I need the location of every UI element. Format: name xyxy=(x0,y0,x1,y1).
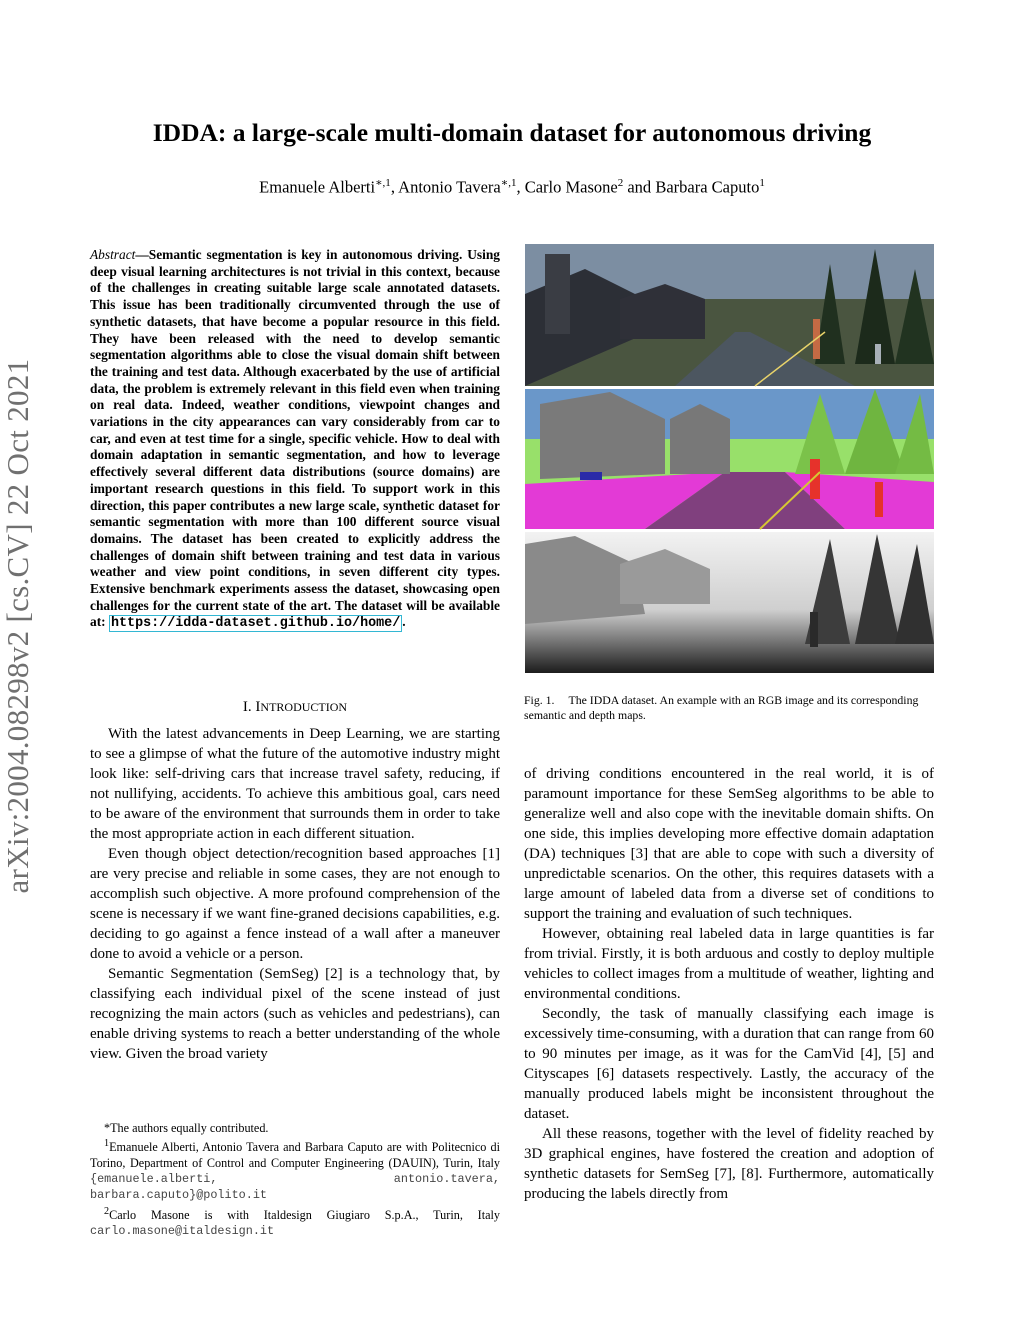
abstract-dash: — xyxy=(135,247,149,262)
figure-caption-text: The IDDA dataset. An example with an RGB image and its corresponding semantic and depth maps. xyxy=(524,693,919,722)
author-name: Emanuele Alberti xyxy=(259,177,376,197)
abstract-body: Semantic segmentation is key in autonomous driving. Using deep visual learning architectures is not trivial in this context, because of the challenges in creating suitable large scale annotated datasets. This issue has been traditionally circumvented through the use of synthetic datasets, that have become a popular resource in this field. They have been released with the need to develop semantic segmentation algorithms able to close the visual domain shift between the training and test data. Although exacerbated by the use of artificial data, the problem is extremely relevant in this field even when training on real data. Indeed, weather conditions, viewpoint changes and variations in the city appearances can vary considerably from car to car, and even at test time for a single, specific vehicle. How to deal with domain adaptation in semantic segmentation, and how to leverage effectively several different data distributions (source domains) are important research questions in this field. To support work in this direction, this paper contributes a new large scale, synthetic dataset for semantic segmentation with more than 100 different source visual domains. The dataset has been created to explicitly address the challenges of domain shift between training and test data in various weather and view point conditions, in seven different city types. Extensive benchmark experiments assess the dataset, showcasing open challenges for the current state of the art. The dataset will be available at: xyxy=(90,247,500,630)
footnotes xyxy=(90,1121,500,1239)
right-column-body xyxy=(524,764,934,1204)
author-affiliation: 1 xyxy=(759,177,765,189)
section-number: I. xyxy=(242,699,252,715)
paragraph: Semantic Segmentation (SemSeg) [2] is a technology that, by classifying each individual pixel of the scene instead of just recognizing the main actors (such as vehicles and pedestrians), can enable driving systems to reach a better understanding of the whole view. Given the broad variety xyxy=(90,966,500,1062)
author-separator: and xyxy=(623,177,656,197)
footnote-1: $^1$Emanuele Alberti, Antonio Tavera and Barbara Caputo are with Politecnico di Torino, Department of Control and Computer Engineering (DAUIN), Turin, Italy {emanuele.alberti, antonio.tavera, barbara.caputo}@polito.it xyxy=(90,1138,500,1203)
section-title: INTRODUCTION xyxy=(255,699,348,715)
author-name: Carlo Masone xyxy=(524,177,618,197)
paragraph: With the latest advancements in Deep Learning, we are starting to see a glimpse of what the future of the automotive industry might look like: self-driving cars that increase travel safety, reducing, if not nullifying, accidents. To achieve this ambitious goal, cars need to be aware of the environment that surrounds them in order to take the most appropriate action in each different situation. xyxy=(90,726,500,842)
figure-1 xyxy=(525,244,934,673)
footnote-1-emails[interactable]: {emanuele.alberti, antonio.tavera, barbara.caputo}@polito.it xyxy=(90,1171,500,1203)
abstract-lead: Abstract xyxy=(90,247,136,262)
semantic-map-panel xyxy=(525,389,934,529)
abstract xyxy=(90,247,500,633)
author-separator: , xyxy=(390,177,399,197)
paragraph: of driving conditions encountered in the real world, it is of paramount importance for these SemSeg algorithms to be able to generalize well and also cope with the inevitable domain shifts. On one side, this implies developing more effective domain adaptation (DA) techniques [3] that are able to cope with such a diversity of unpredictable scenarios. On the other, this requires datasets with a large amount of labeled data from a diverse set of conditions to support the training and evaluation of such techniques. xyxy=(524,766,934,922)
left-column-body xyxy=(90,724,500,1064)
author-separator: , xyxy=(516,177,525,197)
rgb-image-panel xyxy=(525,244,934,386)
author-affiliation: ∗,1 xyxy=(500,177,517,189)
section-heading xyxy=(90,699,500,716)
author-name: Barbara Caputo xyxy=(655,177,760,197)
figure-1-caption xyxy=(524,693,934,723)
author-name: Antonio Tavera xyxy=(398,177,501,197)
author-affiliation: ∗,1 xyxy=(375,177,391,189)
footnote-2-email[interactable]: carlo.masone@italdesign.it xyxy=(90,1223,275,1238)
footnote-2: $^2$Carlo Masone is with Italdesign Giugiaro S.p.A., Turin, Italy carlo.masone@italdesign.it xyxy=(90,1205,500,1238)
figure-1-image xyxy=(525,244,934,673)
paragraph: Even though object detection/recognition based approaches [1] are very precise and reliable in some cases, they are not enough to accomplish such objective. A more profound comprehension of the scene is necessary if we want fine-graned decisions capabilities, e.g. deciding to go against a fence instead of a wall after a maneuver done to avoid a vehicle or a person. xyxy=(90,846,500,962)
paragraph: However, obtaining real labeled data in large quantities is far from trivial. Firstly, it is both arduous and costly to deploy multiple vehicles to collect images from a multitude of weather, lighting and environmental conditions. xyxy=(524,926,934,1002)
paragraph: All these reasons, together with the level of fidelity reached by 3D graphical engines, have fostered the creation and adoption of synthetic datasets for SemSeg [7], [8]. Furthermore, automatically producing the labels directly from xyxy=(524,1126,934,1202)
author-affiliation: 2 xyxy=(617,177,624,189)
footnote-equal: *The authors equally contributed. xyxy=(104,1121,269,1135)
paper-title: IDDA: a large-scale multi-domain dataset for autonomous driving xyxy=(152,118,872,147)
dataset-link[interactable]: https://idda-dataset.github.io/home/ xyxy=(110,616,401,632)
figure-label: Fig. 1. xyxy=(524,693,555,707)
paragraph: Secondly, the task of manually classifying each image is excessively time-consuming, with a duration that can range from 60 to 90 minutes per image, as it was for the CamVid [4], [5] and Cityscapes [6] datasets respectively. Lastly, the accuracy of the manually produced labels might be inconsistent throughout the dataset. xyxy=(524,1006,934,1122)
arxiv-stamp: arXiv:2004.08298v2 [cs.CV] 22 Oct 2021 xyxy=(0,358,35,894)
depth-map-panel xyxy=(525,532,934,673)
abstract-end: . xyxy=(402,614,406,630)
author-list xyxy=(60,176,964,198)
